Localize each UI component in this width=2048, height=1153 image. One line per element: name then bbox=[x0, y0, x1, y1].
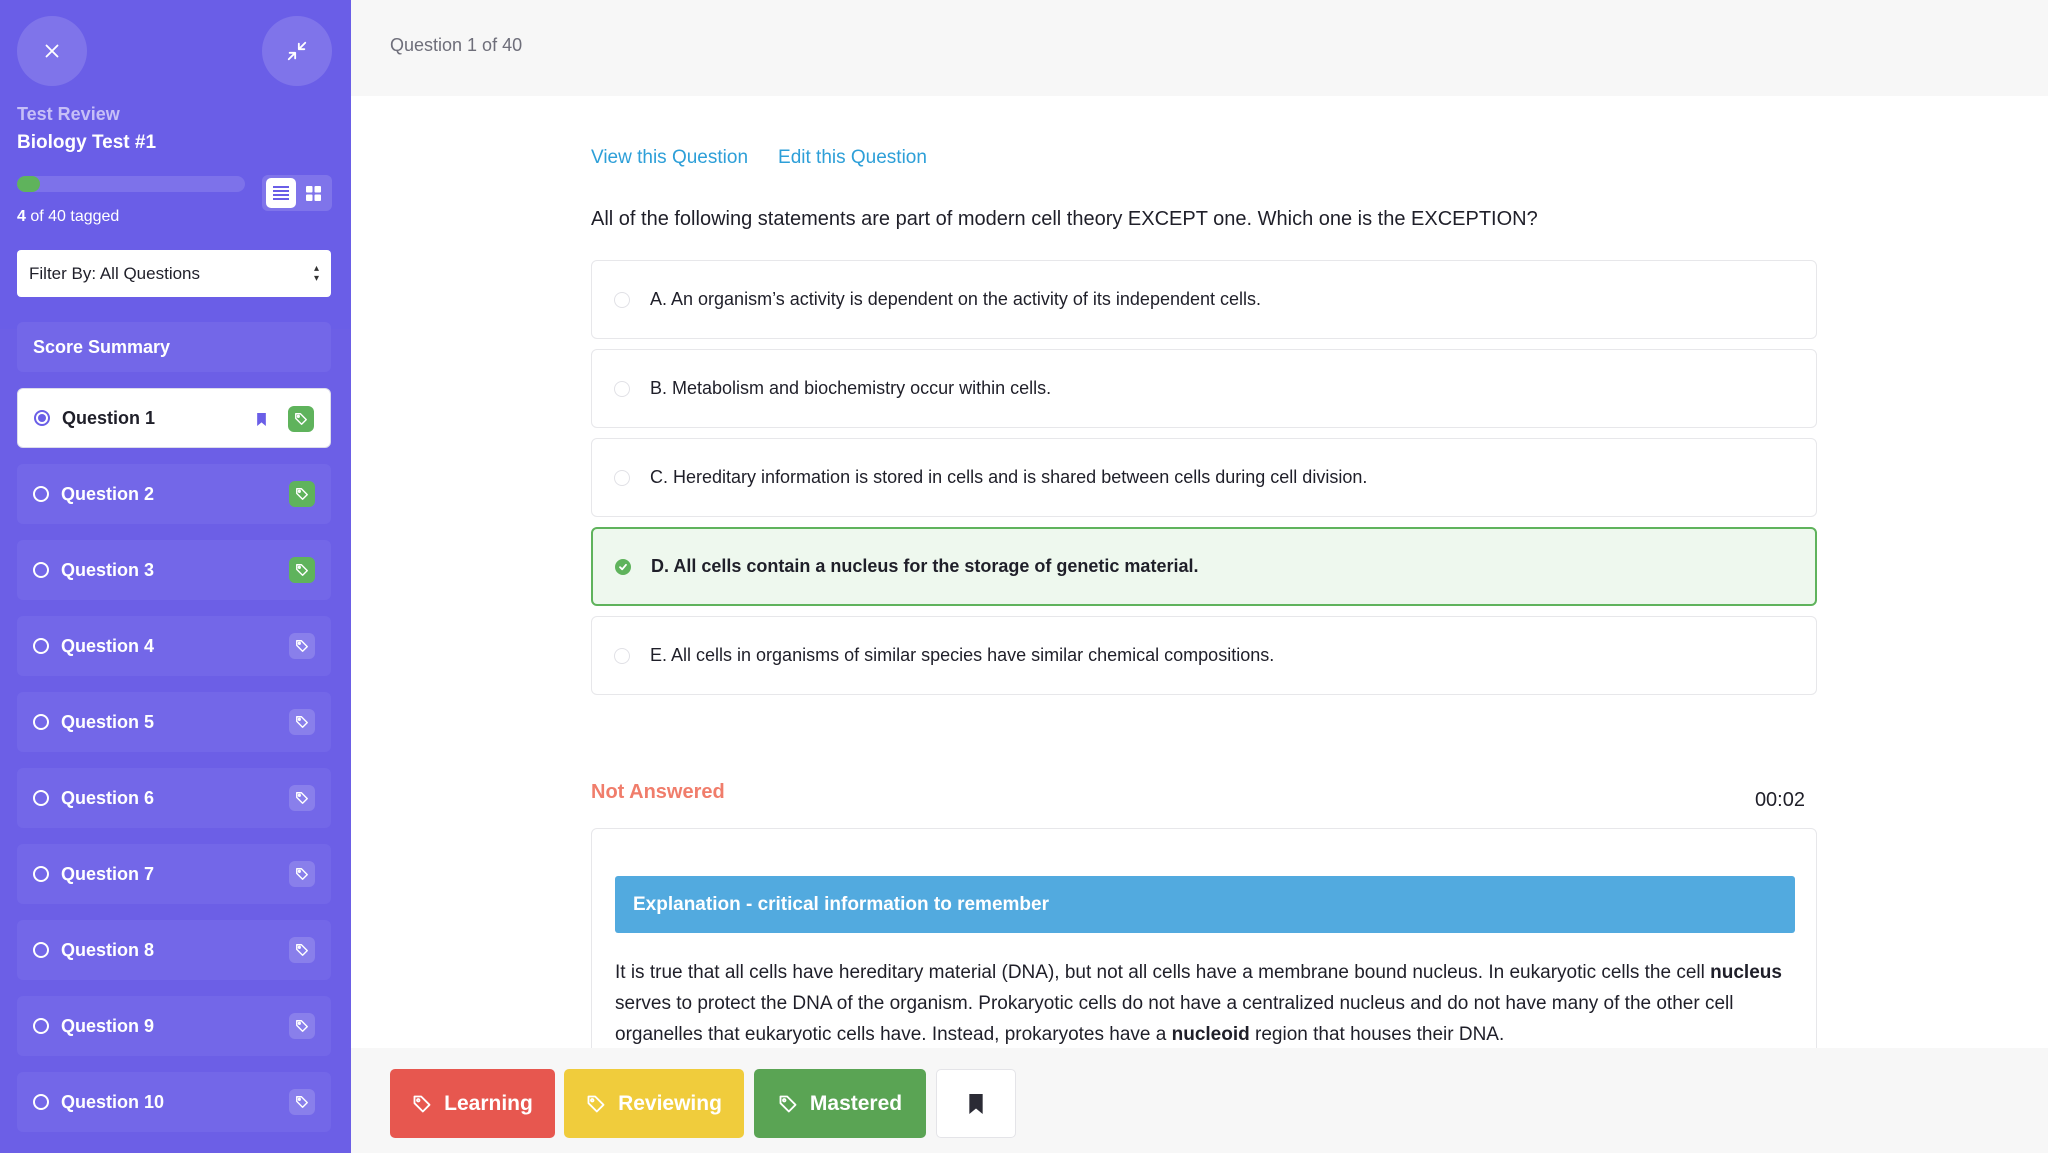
main-header bbox=[351, 0, 2048, 96]
reviewing-button[interactable] bbox=[564, 1069, 744, 1138]
collapse-button[interactable] bbox=[262, 16, 332, 86]
option-radio bbox=[614, 381, 630, 397]
answer-option-correct[interactable] bbox=[591, 527, 1817, 606]
tag-icon bbox=[412, 1094, 432, 1114]
question-text: All of the following statements are part of modern cell theory EXCEPT one. Which one is the EXCEPTION? bbox=[591, 208, 1538, 230]
tag-icon bbox=[295, 867, 309, 881]
question-tag-status[interactable] bbox=[289, 1013, 315, 1039]
test-title: Biology Test #1 bbox=[17, 132, 157, 153]
timer: 00:02 bbox=[1754, 789, 1805, 811]
question-tag-status[interactable] bbox=[289, 557, 315, 583]
question-radio bbox=[33, 790, 49, 806]
question-radio bbox=[33, 1094, 49, 1110]
question-tag-status[interactable] bbox=[289, 861, 315, 887]
close-icon bbox=[41, 40, 63, 62]
question-label: Question 1 bbox=[62, 407, 156, 428]
sidebar-header bbox=[0, 0, 351, 329]
tagged-count bbox=[17, 208, 119, 226]
sidebar-question-item[interactable] bbox=[17, 768, 331, 828]
option-text: B. Metabolism and biochemistry occur within cells. bbox=[650, 378, 1052, 398]
tagged-progress-bar bbox=[17, 176, 245, 192]
question-bookmark[interactable] bbox=[248, 406, 274, 432]
question-radio bbox=[33, 486, 49, 502]
question-radio bbox=[33, 638, 49, 654]
option-text: C. Hereditary information is stored in cells and is shared between cells during cell division. bbox=[650, 467, 1368, 487]
sidebar-question-item[interactable] bbox=[17, 920, 331, 980]
learning-button[interactable] bbox=[390, 1069, 555, 1138]
option-text: E. All cells in organisms of similar species have similar chemical compositions. bbox=[650, 645, 1275, 665]
explanation-term-nucleoid: nucleoid bbox=[1171, 1024, 1250, 1045]
answer-option[interactable] bbox=[591, 260, 1817, 339]
sidebar-question-item[interactable] bbox=[17, 616, 331, 676]
option-radio bbox=[615, 559, 631, 575]
sidebar-question-item[interactable] bbox=[17, 540, 331, 600]
list-icon bbox=[273, 186, 289, 200]
question-tag-status[interactable] bbox=[289, 633, 315, 659]
question-radio bbox=[33, 1018, 49, 1034]
question-label: Question 4 bbox=[61, 635, 155, 656]
answer-status: Not Answered bbox=[591, 781, 725, 803]
tag-icon bbox=[586, 1094, 606, 1114]
filter-label: Filter By: All Questions bbox=[29, 263, 201, 283]
sidebar-question-item[interactable] bbox=[17, 996, 331, 1056]
question-label: Question 6 bbox=[61, 787, 155, 808]
bookmark-icon bbox=[966, 1094, 986, 1114]
tag-icon bbox=[295, 563, 309, 577]
sidebar-question-item[interactable] bbox=[17, 692, 331, 752]
question-label: Question 2 bbox=[61, 483, 155, 504]
explanation-text-1: It is true that all cells have hereditary material (DNA), but not all cells have a membrane bound nucleus. In eukaryotic cells the cell bbox=[615, 962, 1711, 983]
edit-question-link[interactable]: Edit this Question bbox=[778, 147, 927, 168]
question-radio bbox=[34, 410, 50, 426]
grid-view-button[interactable] bbox=[298, 178, 328, 208]
sidebar-question-item[interactable] bbox=[17, 388, 331, 448]
question-radio bbox=[33, 942, 49, 958]
option-radio bbox=[614, 292, 630, 308]
answer-option[interactable] bbox=[591, 438, 1817, 517]
question-label: Question 9 bbox=[61, 1015, 155, 1036]
tag-icon bbox=[778, 1094, 798, 1114]
answer-options bbox=[591, 260, 1817, 705]
question-tag-status[interactable] bbox=[289, 709, 315, 735]
tagged-progress-fill bbox=[17, 176, 40, 192]
question-label: Question 7 bbox=[61, 863, 155, 884]
tag-icon bbox=[295, 639, 309, 653]
question-radio bbox=[33, 714, 49, 730]
option-text: A. An organism’s activity is dependent on the activity of its independent cells. bbox=[650, 289, 1262, 309]
grid-icon bbox=[306, 186, 321, 201]
reviewing-label: Reviewing bbox=[618, 1091, 722, 1115]
check-icon bbox=[618, 562, 628, 572]
question-tag-status[interactable] bbox=[289, 481, 315, 507]
explanation-term-nucleus: nucleus bbox=[1710, 962, 1782, 983]
question-links bbox=[591, 147, 927, 169]
question-tag-status[interactable] bbox=[289, 937, 315, 963]
question-radio bbox=[33, 562, 49, 578]
tagged-suffix: of 40 tagged bbox=[25, 208, 120, 225]
question-label: Question 3 bbox=[61, 559, 155, 580]
answer-option[interactable] bbox=[591, 349, 1817, 428]
explanation-text-2: serves to protect the DNA of the organism. Prokaryotic cells do not have a centralized nucleus and do not have many of the other cell organelles that eukaryotic cells have. Instead, prokaryotes have a bbox=[615, 993, 1734, 1045]
question-tag-status[interactable] bbox=[289, 1089, 315, 1115]
question-tag-status[interactable] bbox=[288, 406, 314, 432]
score-summary-item[interactable] bbox=[17, 322, 331, 372]
tag-icon bbox=[294, 412, 308, 426]
tagged-number: 4 bbox=[17, 208, 26, 225]
option-text: D. All cells contain a nucleus for the storage of genetic material. bbox=[651, 556, 1199, 576]
mastered-label: Mastered bbox=[809, 1091, 903, 1115]
learning-label: Learning bbox=[444, 1091, 533, 1115]
question-list bbox=[17, 322, 331, 1148]
sidebar-question-item[interactable] bbox=[17, 464, 331, 524]
view-toggle bbox=[262, 175, 332, 211]
sidebar-question-item[interactable] bbox=[17, 844, 331, 904]
option-radio bbox=[614, 470, 630, 486]
question-label: Question 5 bbox=[61, 711, 155, 732]
close-button[interactable] bbox=[17, 16, 87, 86]
footer-toolbar bbox=[351, 1048, 2048, 1153]
minimize-icon bbox=[286, 40, 308, 62]
answer-option[interactable] bbox=[591, 616, 1817, 695]
score-summary-label: Score Summary bbox=[33, 336, 171, 357]
tag-icon bbox=[295, 1095, 309, 1109]
question-label: Question 10 bbox=[61, 1091, 165, 1112]
bookmark-button[interactable] bbox=[936, 1069, 1016, 1138]
sidebar-question-item[interactable] bbox=[17, 1072, 331, 1132]
test-review-label: Test Review bbox=[17, 104, 120, 124]
filter-select[interactable] bbox=[17, 250, 331, 297]
question-label: Question 8 bbox=[61, 939, 155, 960]
tag-icon bbox=[295, 487, 309, 501]
mastered-button[interactable] bbox=[754, 1069, 926, 1138]
sidebar bbox=[0, 0, 351, 1153]
bookmark-icon bbox=[256, 413, 267, 426]
question-radio bbox=[33, 866, 49, 882]
select-caret-icon: ▴ ▾ bbox=[313, 262, 319, 284]
tag-icon bbox=[295, 791, 309, 805]
list-view-button[interactable] bbox=[266, 178, 296, 208]
question-tag-status[interactable] bbox=[289, 785, 315, 811]
explanation-title: Explanation - critical information to remember bbox=[615, 876, 1795, 933]
option-radio bbox=[614, 648, 630, 664]
tag-icon bbox=[295, 1019, 309, 1033]
view-question-link[interactable]: View this Question bbox=[591, 147, 749, 168]
explanation-text-3: region that houses their DNA. bbox=[1249, 1024, 1505, 1045]
explanation-body bbox=[615, 957, 1795, 1050]
question-counter: Question 1 of 40 bbox=[390, 35, 523, 55]
tag-icon bbox=[295, 715, 309, 729]
tag-icon bbox=[295, 943, 309, 957]
